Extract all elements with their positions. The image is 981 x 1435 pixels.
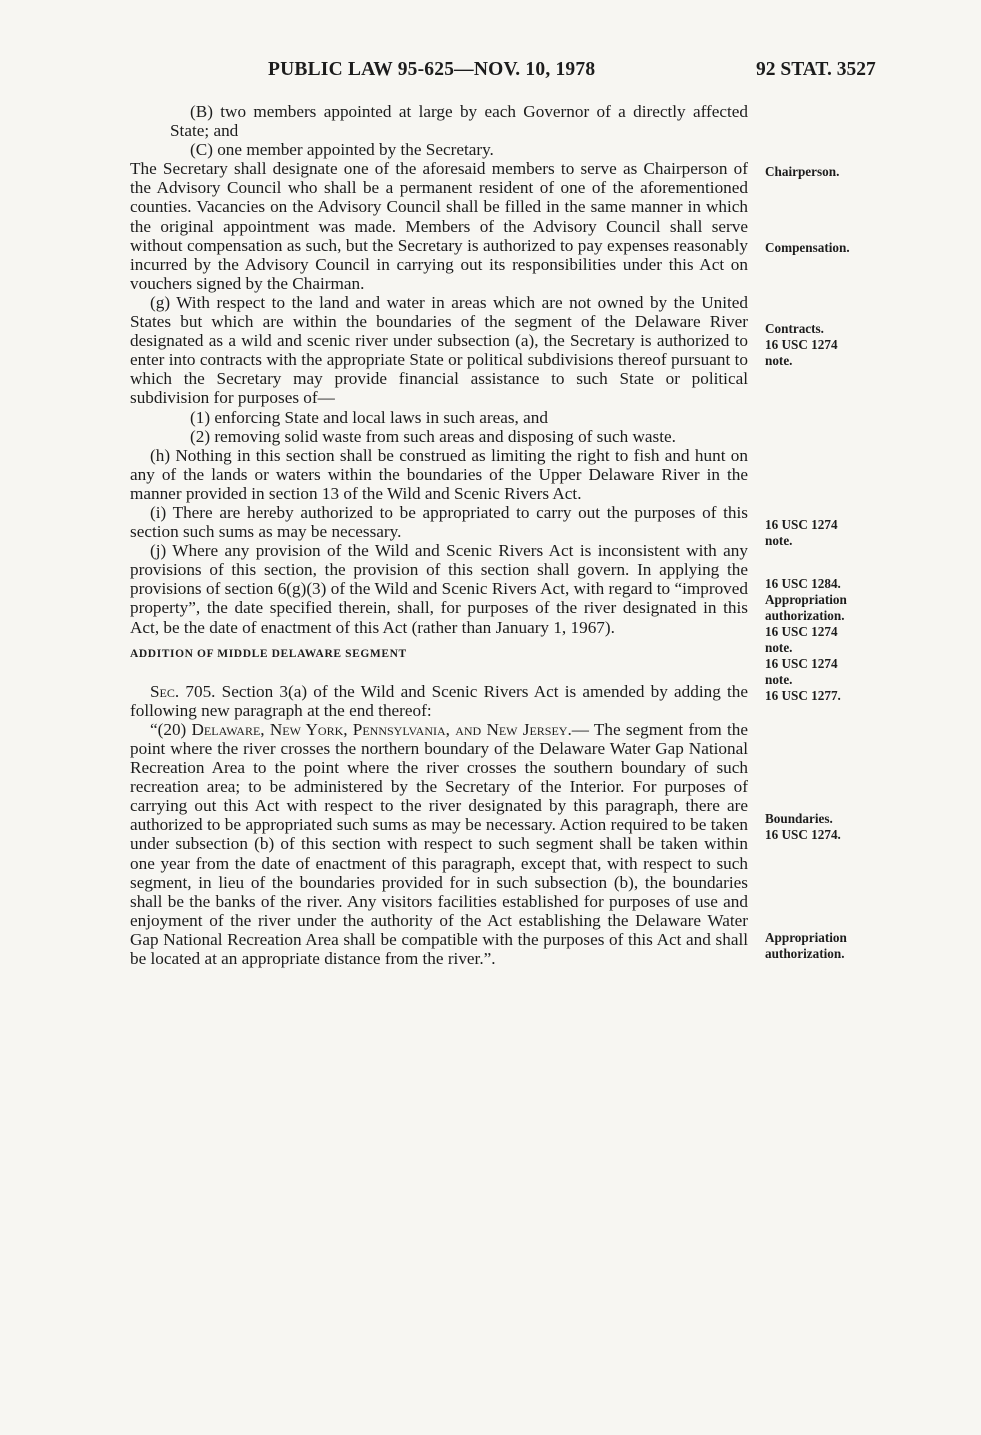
margin-note-appropriation: Appropriation authorization.: [765, 930, 847, 961]
margin-note-compensation: Compensation.: [765, 240, 850, 255]
paragraph-g-1: (1) enforcing State and local laws in such areas, and: [190, 407, 548, 427]
page-header-stat: 92 STAT. 3527: [756, 59, 876, 80]
paragraph-i: (i) There are hereby authorized to be appropriated to carry out the purposes of this section such sums as may be necessary.: [130, 502, 748, 542]
margin-note-boundaries: Boundaries. 16 USC 1274.: [765, 811, 841, 842]
body-text: [130, 102, 748, 968]
paragraph-sec-705: Sec. 705. Section 3(a) of the Wild and Scenic Rivers Act is amended by adding the following new paragraph at the end thereof:: [130, 681, 748, 720]
paragraph-chairperson: The Secretary shall designate one of the aforesaid members to serve as Chairperson of the Advisory Council who shall be a permanent resident of one of the aforementioned counties. Vacancies on the Advisory Council shall be filled in the same manner in which the original appointment was made. Members of the Advisory Council shall serve without compensation as such, but the Secretary is authorized to pay expenses reasonably incurred by the Advisory Council in carrying out its responsibilities under this Act on vouchers signed by the Chairman.: [130, 159, 748, 293]
paragraph-g: (g) With respect to the land and water in areas which are not owned by the United States but which are within the boundaries of the segment of the Delaware River designated as a wild and scenic river under subsection (a), the Secretary is authorized to enter into contracts with the appropriate State or political subdivisions thereof pursuant to which the Secretary may provide financial assistance to such State or political subdivision for purposes of—: [130, 292, 748, 408]
paragraph-c: (C) one member appointed by the Secretary.: [190, 140, 494, 160]
margin-note-i: 16 USC 1284. Appropriation authorization. 16 USC 1274 note. 16 USC 1274 note. 16 USC 1277.: [765, 576, 847, 703]
paragraph-b: (B) two members appointed at large by each Governor of a directly affected State; and: [170, 102, 748, 141]
sec-label: Sec.: [150, 681, 180, 701]
margin-note-contracts: Contracts. 16 USC 1274 note.: [765, 321, 838, 368]
paragraph-20: “(20) Delaware, New York, Pennsylvania, and New Jersey.— The segment from the point where the river crosses the northern boundary of the Delaware Water Gap National Recreation Area to the point where the river crosses the southern boundary of such recreation area; to be administered by the Secretary of the Interior. For purposes of carrying out this Act with respect to the river designated by this paragraph, there are authorized to be appropriated such sums as may be necessary. Action required to be taken under subsection (b) of this section with respect to such segment shall be taken within one year from the date of enactment of this paragraph, except that, with respect to such segment, in lieu of the boundaries provided for in such subsection (b), the boundaries shall be the banks of the river. Any visitors facilities established for purposes of use and enjoyment of the river under the authority of the Act establishing the Delaware Water Gap National Recreation Area shall be compatible with the purposes of this Act and shall be located at an appropriate distance from the river.”.: [130, 719, 748, 969]
states-caps: Delaware, New York, Pennsylvania, and New Jersey.—: [191, 719, 589, 739]
page-header-title: PUBLIC LAW 95-625—NOV. 10, 1978: [268, 59, 596, 80]
paragraph-h: (h) Nothing in this section shall be construed as limiting the right to fish and hunt on any of the lands or waters within the boundaries of the Upper Delaware River in the manner provided in section 13 of the Wild and Scenic Rivers Act.: [130, 445, 748, 503]
margin-note-h: 16 USC 1274 note.: [765, 517, 838, 548]
margin-note-chairperson: Chairperson.: [765, 164, 840, 179]
section-heading: ADDITION OF MIDDLE DELAWARE SEGMENT: [130, 647, 407, 660]
paragraph-g-2: (2) removing solid waste from such areas and disposing of such waste.: [190, 426, 676, 446]
paragraph-j: (j) Where any provision of the Wild and Scenic Rivers Act is inconsistent with any provisions of this section, the provision of this section shall govern. In applying the provisions of section 6(g)(3) of the Wild and Scenic Rivers Act, with regard to “improved property”, the date specified therein, shall, for purposes of the river designated in this Act, be the date of enactment of this Act (rather than January 1, 1967).: [130, 541, 748, 637]
